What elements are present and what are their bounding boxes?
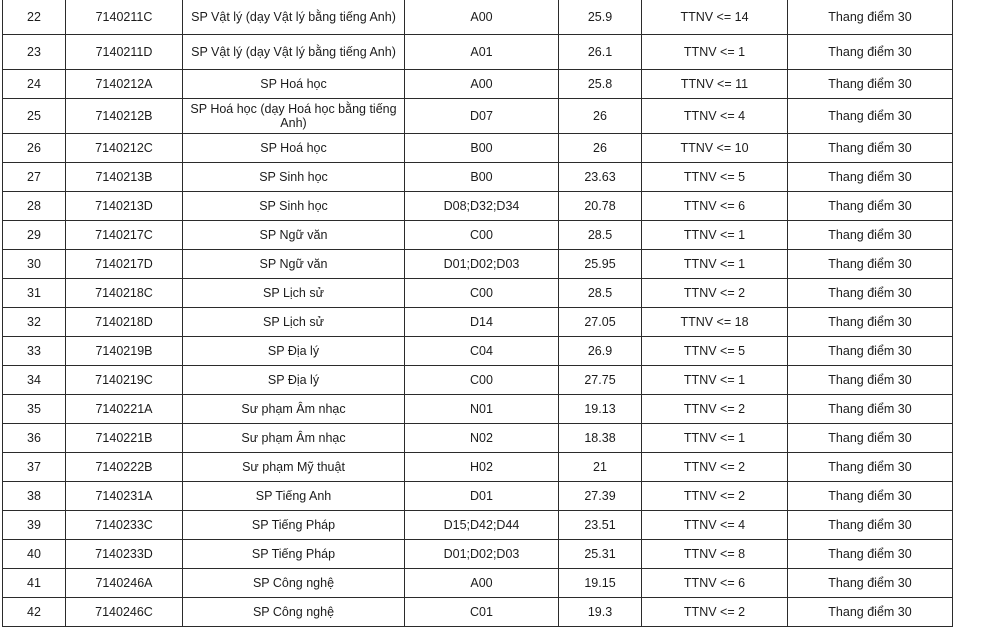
row-number-cell: 41 (3, 569, 66, 598)
benchmark-score-cell: 23.63 (559, 163, 642, 192)
priority-order-cell: TTNV <= 6 (642, 192, 788, 221)
score-scale-cell: Thang điểm 30 (788, 598, 953, 627)
score-scale-cell: Thang điểm 30 (788, 337, 953, 366)
subject-block-cell: D08;D32;D34 (405, 192, 559, 221)
benchmark-score-cell: 19.3 (559, 598, 642, 627)
priority-order-cell: TTNV <= 18 (642, 308, 788, 337)
row-number-cell: 26 (3, 134, 66, 163)
priority-order-cell: TTNV <= 1 (642, 366, 788, 395)
row-number-cell: 40 (3, 540, 66, 569)
benchmark-score-cell: 18.38 (559, 424, 642, 453)
table-row (3, 134, 953, 163)
priority-order-cell: TTNV <= 14 (642, 0, 788, 35)
benchmark-score-cell: 28.5 (559, 221, 642, 250)
benchmark-score-cell: 28.5 (559, 279, 642, 308)
subject-block-cell: A00 (405, 569, 559, 598)
major-name-cell: SP Công nghệ (183, 569, 405, 598)
table-row (3, 308, 953, 337)
subject-block-cell: A01 (405, 35, 559, 70)
major-name-cell: SP Hoá học (183, 134, 405, 163)
subject-block-cell: C00 (405, 221, 559, 250)
major-name-cell: SP Công nghệ (183, 598, 405, 627)
major-code-cell: 7140213D (66, 192, 183, 221)
table-row (3, 163, 953, 192)
benchmark-score-cell: 19.15 (559, 569, 642, 598)
subject-block-cell: C01 (405, 598, 559, 627)
score-scale-cell: Thang điểm 30 (788, 395, 953, 424)
major-code-cell: 7140213B (66, 163, 183, 192)
major-code-cell: 7140246C (66, 598, 183, 627)
table-row (3, 366, 953, 395)
major-code-cell: 7140217D (66, 250, 183, 279)
major-name-cell: SP Lịch sử (183, 279, 405, 308)
subject-block-cell: D01;D02;D03 (405, 540, 559, 569)
subject-block-cell: B00 (405, 163, 559, 192)
table-row (3, 598, 953, 627)
table-body (3, 0, 953, 627)
benchmark-score-cell: 23.51 (559, 511, 642, 540)
score-scale-cell: Thang điểm 30 (788, 134, 953, 163)
row-number-cell: 32 (3, 308, 66, 337)
priority-order-cell: TTNV <= 1 (642, 221, 788, 250)
benchmark-score-cell: 19.13 (559, 395, 642, 424)
subject-block-cell: H02 (405, 453, 559, 482)
table-row (3, 540, 953, 569)
row-number-cell: 42 (3, 598, 66, 627)
major-code-cell: 7140233C (66, 511, 183, 540)
score-scale-cell: Thang điểm 30 (788, 308, 953, 337)
priority-order-cell: TTNV <= 4 (642, 511, 788, 540)
score-scale-cell: Thang điểm 30 (788, 569, 953, 598)
table-row (3, 0, 953, 35)
subject-block-cell: C00 (405, 366, 559, 395)
benchmark-score-cell: 25.31 (559, 540, 642, 569)
major-name-cell: SP Hoá học (dạy Hoá học bằng tiếng Anh) (183, 99, 405, 134)
subject-block-cell: C00 (405, 279, 559, 308)
subject-block-cell: D14 (405, 308, 559, 337)
row-number-cell: 39 (3, 511, 66, 540)
major-name-cell: SP Tiếng Anh (183, 482, 405, 511)
benchmark-score-cell: 25.95 (559, 250, 642, 279)
table-row (3, 453, 953, 482)
table-row (3, 35, 953, 70)
table-row (3, 221, 953, 250)
subject-block-cell: D01 (405, 482, 559, 511)
major-name-cell: SP Ngữ văn (183, 250, 405, 279)
table-row (3, 70, 953, 99)
row-number-cell: 33 (3, 337, 66, 366)
major-code-cell: 7140221A (66, 395, 183, 424)
priority-order-cell: TTNV <= 10 (642, 134, 788, 163)
major-name-cell: SP Địa lý (183, 366, 405, 395)
major-name-cell: SP Lịch sử (183, 308, 405, 337)
row-number-cell: 37 (3, 453, 66, 482)
table-row (3, 395, 953, 424)
score-scale-cell: Thang điểm 30 (788, 511, 953, 540)
benchmark-score-cell: 27.75 (559, 366, 642, 395)
row-number-cell: 27 (3, 163, 66, 192)
major-name-cell: SP Vật lý (dạy Vật lý bằng tiếng Anh) (183, 35, 405, 70)
row-number-cell: 34 (3, 366, 66, 395)
major-code-cell: 7140219C (66, 366, 183, 395)
row-number-cell: 30 (3, 250, 66, 279)
priority-order-cell: TTNV <= 8 (642, 540, 788, 569)
subject-block-cell: D15;D42;D44 (405, 511, 559, 540)
major-code-cell: 7140246A (66, 569, 183, 598)
subject-block-cell: D01;D02;D03 (405, 250, 559, 279)
major-name-cell: SP Sinh học (183, 163, 405, 192)
row-number-cell: 38 (3, 482, 66, 511)
major-name-cell: Sư phạm Âm nhạc (183, 424, 405, 453)
table-row (3, 569, 953, 598)
score-scale-cell: Thang điểm 30 (788, 250, 953, 279)
major-code-cell: 7140212A (66, 70, 183, 99)
subject-block-cell: A00 (405, 0, 559, 35)
row-number-cell: 29 (3, 221, 66, 250)
benchmark-score-cell: 27.05 (559, 308, 642, 337)
major-code-cell: 7140212B (66, 99, 183, 134)
priority-order-cell: TTNV <= 5 (642, 337, 788, 366)
score-scale-cell: Thang điểm 30 (788, 0, 953, 35)
major-code-cell: 7140218C (66, 279, 183, 308)
priority-order-cell: TTNV <= 11 (642, 70, 788, 99)
major-code-cell: 7140222B (66, 453, 183, 482)
benchmark-score-cell: 25.9 (559, 0, 642, 35)
major-code-cell: 7140233D (66, 540, 183, 569)
subject-block-cell: N01 (405, 395, 559, 424)
major-name-cell: Sư phạm Âm nhạc (183, 395, 405, 424)
major-name-cell: SP Vật lý (dạy Vật lý bằng tiếng Anh) (183, 0, 405, 35)
benchmark-score-cell: 26 (559, 134, 642, 163)
major-name-cell: SP Sinh học (183, 192, 405, 221)
table-row (3, 192, 953, 221)
score-scale-cell: Thang điểm 30 (788, 366, 953, 395)
major-code-cell: 7140211D (66, 35, 183, 70)
table-row (3, 279, 953, 308)
priority-order-cell: TTNV <= 2 (642, 395, 788, 424)
priority-order-cell: TTNV <= 2 (642, 279, 788, 308)
score-scale-cell: Thang điểm 30 (788, 35, 953, 70)
major-code-cell: 7140217C (66, 221, 183, 250)
table-row (3, 482, 953, 511)
priority-order-cell: TTNV <= 2 (642, 453, 788, 482)
table-row (3, 99, 953, 134)
priority-order-cell: TTNV <= 1 (642, 250, 788, 279)
benchmark-score-cell: 21 (559, 453, 642, 482)
priority-order-cell: TTNV <= 1 (642, 424, 788, 453)
major-name-cell: SP Địa lý (183, 337, 405, 366)
priority-order-cell: TTNV <= 2 (642, 482, 788, 511)
major-code-cell: 7140211C (66, 0, 183, 35)
row-number-cell: 25 (3, 99, 66, 134)
major-name-cell: SP Tiếng Pháp (183, 511, 405, 540)
subject-block-cell: D07 (405, 99, 559, 134)
priority-order-cell: TTNV <= 6 (642, 569, 788, 598)
priority-order-cell: TTNV <= 1 (642, 35, 788, 70)
score-scale-cell: Thang điểm 30 (788, 163, 953, 192)
table-row (3, 511, 953, 540)
benchmark-score-cell: 26.9 (559, 337, 642, 366)
subject-block-cell: N02 (405, 424, 559, 453)
score-scale-cell: Thang điểm 30 (788, 482, 953, 511)
table-row (3, 337, 953, 366)
row-number-cell: 35 (3, 395, 66, 424)
row-number-cell: 31 (3, 279, 66, 308)
table-row (3, 424, 953, 453)
major-name-cell: SP Tiếng Pháp (183, 540, 405, 569)
priority-order-cell: TTNV <= 5 (642, 163, 788, 192)
score-scale-cell: Thang điểm 30 (788, 540, 953, 569)
major-code-cell: 7140221B (66, 424, 183, 453)
benchmark-score-cell: 26 (559, 99, 642, 134)
score-scale-cell: Thang điểm 30 (788, 99, 953, 134)
score-scale-cell: Thang điểm 30 (788, 453, 953, 482)
major-code-cell: 7140219B (66, 337, 183, 366)
subject-block-cell: B00 (405, 134, 559, 163)
score-scale-cell: Thang điểm 30 (788, 70, 953, 99)
major-name-cell: Sư phạm Mỹ thuật (183, 453, 405, 482)
priority-order-cell: TTNV <= 2 (642, 598, 788, 627)
row-number-cell: 28 (3, 192, 66, 221)
row-number-cell: 22 (3, 0, 66, 35)
subject-block-cell: C04 (405, 337, 559, 366)
major-name-cell: SP Hoá học (183, 70, 405, 99)
row-number-cell: 23 (3, 35, 66, 70)
admission-scores-table (2, 0, 953, 627)
score-scale-cell: Thang điểm 30 (788, 192, 953, 221)
benchmark-score-cell: 26.1 (559, 35, 642, 70)
priority-order-cell: TTNV <= 4 (642, 99, 788, 134)
subject-block-cell: A00 (405, 70, 559, 99)
benchmark-score-cell: 27.39 (559, 482, 642, 511)
table-row (3, 250, 953, 279)
benchmark-score-cell: 25.8 (559, 70, 642, 99)
score-scale-cell: Thang điểm 30 (788, 221, 953, 250)
score-scale-cell: Thang điểm 30 (788, 279, 953, 308)
row-number-cell: 36 (3, 424, 66, 453)
major-code-cell: 7140212C (66, 134, 183, 163)
major-code-cell: 7140218D (66, 308, 183, 337)
benchmark-score-cell: 20.78 (559, 192, 642, 221)
major-name-cell: SP Ngữ văn (183, 221, 405, 250)
major-code-cell: 7140231A (66, 482, 183, 511)
row-number-cell: 24 (3, 70, 66, 99)
score-scale-cell: Thang điểm 30 (788, 424, 953, 453)
